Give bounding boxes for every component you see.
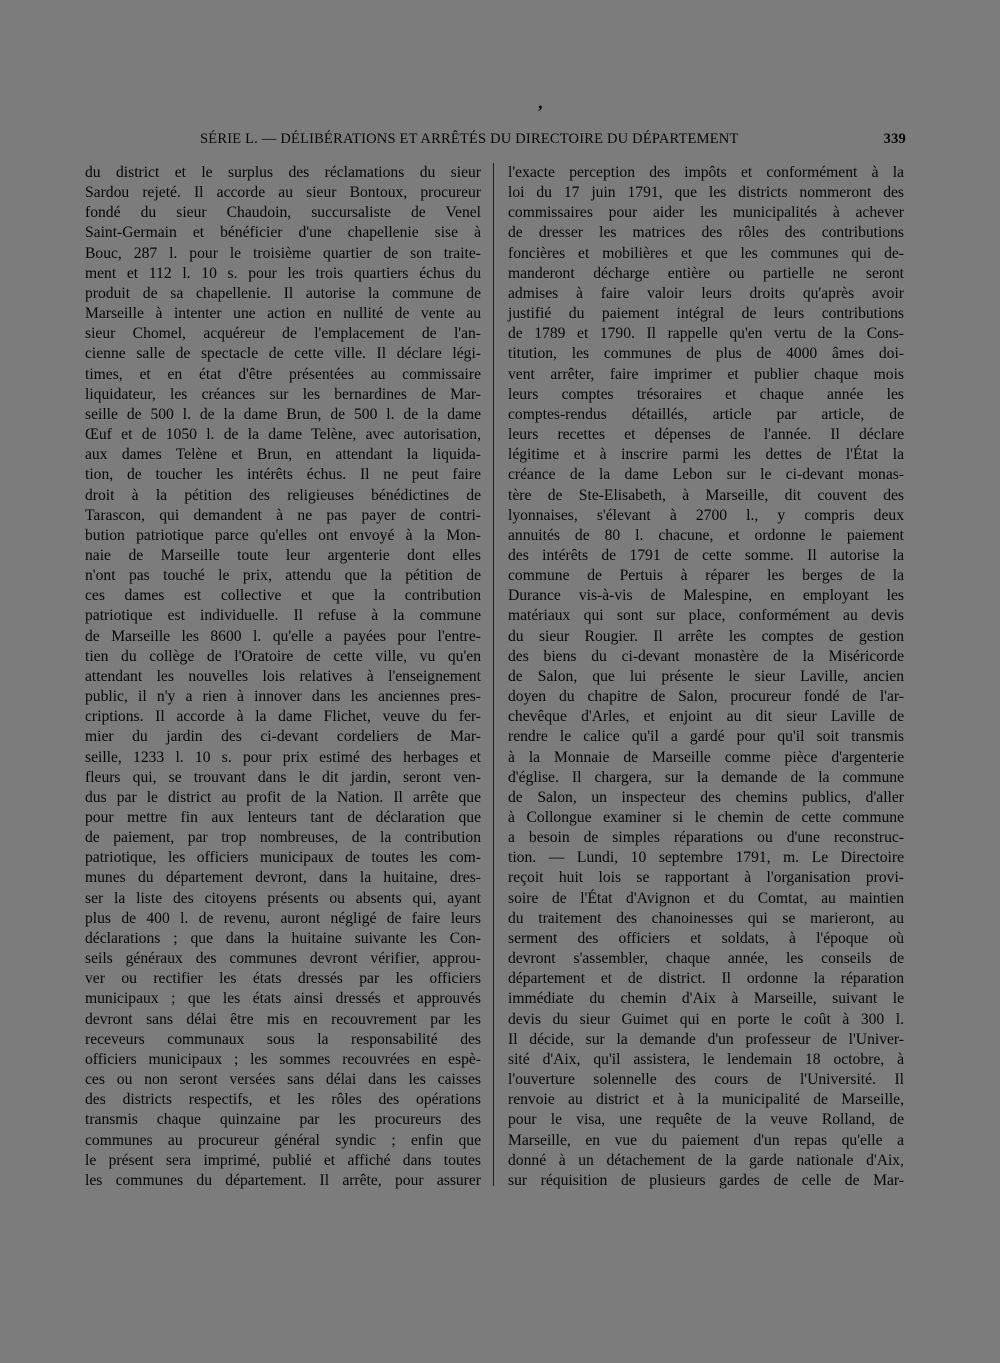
text-line: a besoin de simples réparations ou d'une reconstruc- — [508, 829, 904, 847]
text-line: dus par le district au profit de la Nation. Il arrête que — [85, 788, 481, 806]
text-line: soire de l'État d'Avignon et du Comtat, au maintien — [508, 889, 904, 907]
text-line: public, il n'y a rien à innover dans les anciennes pres- — [85, 688, 481, 706]
text-line: leurs comptes trésoraires et chaque année les — [508, 385, 904, 403]
text-line: le présent sera imprimé, publié et affiché dans toutes — [85, 1151, 481, 1169]
text-line: renvoie au district et à la municipalité de Marseille, — [508, 1091, 904, 1109]
text-line: vent arrêter, faire imprimer et publier chaque mois — [508, 365, 904, 383]
text-line: bution patriotique parce qu'elles ont envoyé à la Mon- — [85, 526, 481, 544]
text-line: ver ou rectifier les états dressés par les officiers — [85, 970, 481, 988]
text-line: communes au procureur général syndic ; enfin que — [85, 1131, 481, 1149]
text-line: commissaires pour aider les municipalités à achever — [508, 204, 904, 222]
text-line: chevêque d'Arles, et enjoint au dit sieur Laville de — [508, 708, 904, 726]
text-line: du traitement des chanoinesses qui se marieront, au — [508, 909, 904, 927]
text-line: rendre le calice qu'il a gardé pour qu'il soit transmis — [508, 728, 904, 746]
text-line: des intérêts de 1791 de cette somme. Il autorise la — [508, 546, 904, 564]
text-line: donné à un détachement de la garde nationale d'Aix, — [508, 1151, 904, 1169]
text-line: Durance vis-à-vis de Malespine, en employant les — [508, 587, 904, 605]
text-line: tien du collège de l'Oratoire de cette ville, vu qu'en — [85, 647, 481, 665]
text-line: immédiate du chemin d'Aix à Marseille, suivant le — [508, 990, 904, 1008]
text-line: n'ont pas touché le prix, attendu que la pétition de — [85, 567, 481, 585]
text-line: légitime et à inscrire parmi les dettes de l'État la — [508, 446, 904, 464]
text-line: ment et 112 l. 10 s. pour les trois quartiers échus du — [85, 264, 481, 282]
stray-ink-mark: , — [538, 92, 543, 112]
text-line: tion. — Lundi, 10 septembre 1791, m. Le Directoire — [508, 849, 904, 867]
text-line: aux dames Telène et Brun, en attendant la liquida- — [85, 446, 481, 464]
text-line: Saint-Germain et bénéficier d'une chapellenie sise à — [85, 224, 481, 242]
text-line: cienne salle de spectacle de cette ville. Il déclare légi- — [85, 345, 481, 363]
text-line: patriotique est individuelle. Il refuse à la commune — [85, 607, 481, 625]
text-line: Tarascon, qui demandent à ne pas payer de contri- — [85, 506, 481, 524]
text-line: Bouc, 287 l. pour le troisième quartier de son traite- — [85, 244, 481, 262]
right-text-column — [508, 163, 904, 1191]
text-line: Marseille à intenter une action en nullité de vente au — [85, 305, 481, 323]
text-line: attendant les nouvelles lois relatives à l'enseignement — [85, 667, 481, 685]
running-header — [200, 131, 906, 153]
text-line: officiers municipaux ; les sommes recouvrées en espè- — [85, 1050, 481, 1068]
text-line: seille, 1233 l. 10 s. pour prix estimé des herbages et — [85, 748, 481, 766]
text-line: ces ou non seront versées sans délai dans les caisses — [85, 1071, 481, 1089]
text-line: reçoit huit lois se rapportant à l'organisation provi- — [508, 869, 904, 887]
text-line: doyen du chapitre de Salon, procureur fondé de l'ar- — [508, 688, 904, 706]
text-line: Marseille, en vue du paiement d'un repas qu'elle a — [508, 1131, 904, 1149]
text-line: à Collongue examiner si le chemin de cette commune — [508, 809, 904, 826]
text-line: commune de Pertuis à réparer les berges de la — [508, 567, 904, 585]
text-line: seille de 500 l. de la dame Brun, de 500 l. de la dame — [85, 405, 481, 423]
text-line: munes du département devront, dans la huitaine, dres- — [85, 869, 481, 887]
text-line: déclarations ; que dans la huitaine suivante les Con- — [85, 929, 481, 947]
text-line: les communes du département. Il arrête, pour assurer — [85, 1171, 481, 1189]
text-line: tère de Ste-Elisabeth, à Marseille, dit couvent des — [508, 486, 904, 504]
text-line: titution, les communes de plus de 4000 âmes doi- — [508, 345, 904, 363]
left-text-column — [85, 163, 481, 1191]
text-line: de dresser les matrices des rôles des contributions — [508, 224, 904, 242]
text-line: times, et en état d'être présentées au commissaire — [85, 365, 481, 383]
text-line: serment des officiers et soldats, à l'époque où — [508, 929, 904, 947]
text-line: foncières et mobilières et que les communes qui de- — [508, 244, 904, 262]
text-line: seils généraux des communes devront vérifier, approu- — [85, 950, 481, 968]
text-line: plus de 400 l. de revenu, auront négligé de faire leurs — [85, 909, 481, 927]
text-line: Il décide, sur la demande d'un professeur de l'Univer- — [508, 1030, 904, 1048]
text-line: mier du jardin des ci-devant cordeliers de Mar- — [85, 728, 481, 746]
text-line: devront sans délai être mis en recouvrement par les — [85, 1010, 481, 1028]
text-line: lyonnaises, s'élevant à 2700 l., y compris deux — [508, 506, 904, 524]
header-title: SÉRIE L. — DÉLIBÉRATIONS ET ARRÊTÉS DU DIRECTOIRE DU DÉPARTEMENT — [200, 131, 739, 147]
text-line: du district et le surplus des réclamations du sieur — [85, 164, 481, 181]
text-line: liquidateur, les créances sur les bernardines de Mar- — [85, 385, 481, 403]
text-line: des biens du ci-devant monastère de la Miséricorde — [508, 647, 904, 665]
text-line: comptes-rendus détaillés, article par article, de — [508, 405, 904, 423]
text-line: manderont décharge entière ou partielle ne seront — [508, 264, 904, 282]
text-line: produit de sa chapellenie. Il autorise la commune de — [85, 284, 481, 302]
text-line: sieur Chomel, acquéreur de l'emplacement de l'an- — [85, 325, 481, 343]
text-line: des districts respectifs, et les rôles des opérations — [85, 1091, 481, 1109]
text-line: loi du 17 juin 1791, que les districts nommeront des — [508, 184, 904, 202]
text-line: d'église. Il chargera, sur la demande de la commune — [508, 768, 904, 786]
text-line: de Salon, que lui présente le sieur Laville, ancien — [508, 667, 904, 685]
text-line: sur réquisition de plusieurs gardes de celle de Mar- — [508, 1171, 904, 1189]
text-line: patriotique, les officiers municipaux de toutes les com- — [85, 849, 481, 867]
text-line: l'ouverture solennelle des cours de l'Université. Il — [508, 1071, 904, 1089]
text-line: Œuf et de 1050 l. de la dame Telène, avec autorisation, — [85, 426, 481, 444]
text-line: devront s'assembler, chaque année, les conseils de — [508, 950, 904, 968]
text-line: de Salon, un inspecteur des chemins publics, d'aller — [508, 788, 904, 806]
text-line: municipaux ; que les états ainsi dressés et approuvés — [85, 990, 481, 1008]
text-line: matériaux qui sont sur place, conformément au devis — [508, 607, 904, 625]
text-line: annuités de 80 l. chacune, et ordonne le paiement — [508, 526, 904, 544]
page-number: 339 — [883, 131, 906, 147]
text-line: pour le visa, une requête de la veuve Rolland, de — [508, 1111, 904, 1129]
text-line: sité d'Aix, qu'il assistera, le lendemain 18 octobre, à — [508, 1050, 904, 1068]
text-line: pour mettre fin aux lenteurs tant de déclaration que — [85, 809, 481, 826]
text-line: ces dames est collective et que la contribution — [85, 587, 481, 605]
text-line: droit à la pétition des religieuses bénédictines de — [85, 486, 481, 504]
column-divider — [493, 163, 494, 1186]
text-line: l'exacte perception des impôts et conformément à la — [508, 164, 904, 181]
text-line: naie de Marseille toute leur argenterie dont elles — [85, 546, 481, 564]
text-line: admises à faire valoir leurs droits qu'après avoir — [508, 284, 904, 302]
text-line: de Marseille les 8600 l. qu'elle a payées pour l'entre- — [85, 627, 481, 645]
text-line: Sardou rejeté. Il accorde au sieur Bontoux, procureur — [85, 184, 481, 202]
text-line: transmis chaque quinzaine par les procureurs des — [85, 1111, 481, 1129]
text-line: créance de la dame Lebon sur le ci-devant monas- — [508, 466, 904, 484]
text-line: leurs recettes et dépenses de l'année. Il déclare — [508, 426, 904, 444]
text-line: criptions. Il accorde à la dame Flichet, veuve du fer- — [85, 708, 481, 726]
text-line: fleurs qui, se trouvant dans le dit jardin, seront ven- — [85, 768, 481, 786]
text-line: tion, de toucher les intérêts échus. Il ne peut faire — [85, 466, 481, 484]
text-line: département et de district. Il ordonne la réparation — [508, 970, 904, 988]
text-line: fondé du sieur Chaudoin, succursaliste de Venel — [85, 204, 481, 222]
text-line: de 1789 et 1790. Il rappelle qu'en vertu de la Cons- — [508, 325, 904, 343]
text-line: à la Monnaie de Marseille comme pièce d'argenterie — [508, 748, 904, 766]
text-line: du sieur Rougier. Il arrête les comptes de gestion — [508, 627, 904, 645]
text-line: receveurs communaux sous la responsabilité des — [85, 1030, 481, 1048]
text-line: ser la liste des citoyens présents ou absents qui, ayant — [85, 889, 481, 907]
text-line: de paiement, par trop nombreuses, de la contribution — [85, 829, 481, 847]
text-line: devis du sieur Guimet qui en porte le coût à 300 l. — [508, 1010, 904, 1028]
text-line: justifié du paiement intégral de leurs contributions — [508, 305, 904, 323]
